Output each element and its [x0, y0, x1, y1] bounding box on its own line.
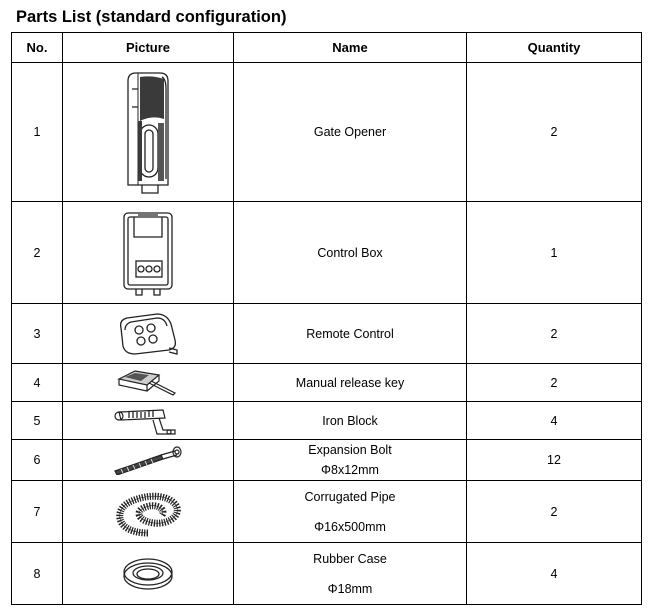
- release-key-icon: [113, 367, 183, 399]
- row-name: Manual release key: [234, 364, 467, 402]
- row-no: 4: [12, 364, 63, 402]
- row-name: Control Box: [234, 202, 467, 304]
- iron-block-icon: [113, 404, 183, 438]
- corrugated-pipe-icon: [108, 485, 188, 539]
- header-no: No.: [12, 33, 63, 63]
- row-no: 8: [12, 543, 63, 605]
- table-row: [12, 440, 642, 481]
- row-name: Corrugated Pipe: [304, 489, 396, 504]
- row-quantity: 1: [467, 202, 642, 304]
- header-picture: Picture: [63, 33, 234, 63]
- row-name: Iron Block: [234, 402, 467, 440]
- rubber-case-icon: [118, 554, 178, 594]
- row-no: 6: [12, 440, 63, 481]
- row-no: 2: [12, 202, 63, 304]
- gate-opener-icon: [118, 67, 178, 197]
- expansion-bolt-icon: [111, 445, 185, 475]
- row-name: Rubber Case: [313, 551, 387, 566]
- table-row: [12, 202, 642, 304]
- page-title: Parts List (standard configuration): [16, 8, 287, 26]
- table-row: [12, 63, 642, 202]
- row-no: 3: [12, 304, 63, 364]
- row-quantity: 2: [467, 364, 642, 402]
- row-quantity: 2: [467, 481, 642, 543]
- header-name: Name: [234, 33, 467, 63]
- control-box-icon: [118, 207, 178, 299]
- row-no: 1: [12, 63, 63, 202]
- remote-control-icon: [113, 310, 183, 358]
- table-row: [12, 481, 642, 543]
- row-name: Gate Opener: [234, 63, 467, 202]
- row-quantity: 12: [467, 440, 642, 481]
- table-row: [12, 402, 642, 440]
- table-header-row: [12, 33, 642, 63]
- row-quantity: 4: [467, 402, 642, 440]
- row-spec: Φ18mm: [327, 581, 373, 596]
- row-quantity: 2: [467, 304, 642, 364]
- parts-table: [11, 32, 642, 605]
- row-name: Expansion Bolt: [308, 443, 392, 457]
- row-no: 7: [12, 481, 63, 543]
- table-row: [12, 543, 642, 605]
- header-quantity: Quantity: [467, 33, 642, 63]
- row-spec: Φ16x500mm: [314, 519, 386, 534]
- row-no: 5: [12, 402, 63, 440]
- row-name: Remote Control: [234, 304, 467, 364]
- row-spec: Φ8x12mm: [321, 463, 379, 477]
- table-row: [12, 364, 642, 402]
- row-quantity: 4: [467, 543, 642, 605]
- table-row: [12, 304, 642, 364]
- row-quantity: 2: [467, 63, 642, 202]
